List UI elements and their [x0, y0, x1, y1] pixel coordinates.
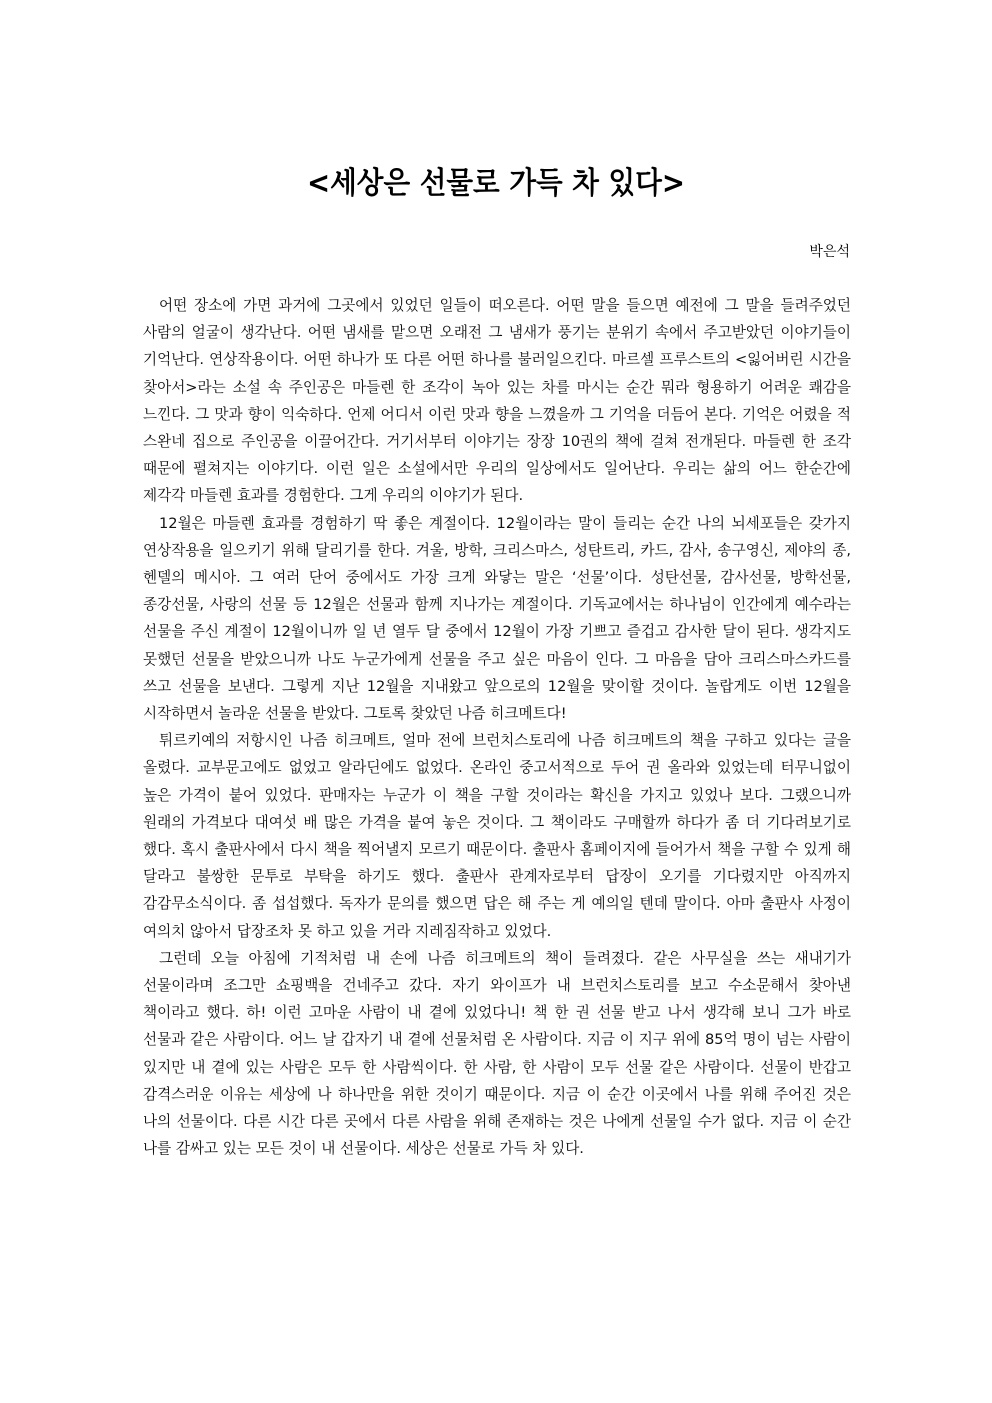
document-body	[143, 292, 851, 1163]
paragraph: 12월은 마들렌 효과를 경험하기 딱 좋은 계절이다. 12월이라는 말이 들리는 순간 나의 뇌세포들은 갖가지 연상작용을 일으키기 위해 달리기를 한다. 겨울, 방학, 크리스마스, 성탄트리, 카드, 감사, 송구영신, 제야의 종, 헨델의 메시아. 그 여러 단어 중에서도 가장 크게 와닿는 말은 ‘선물’이다. 성탄선물, 감사선물, 방학선물, 종강선물, 사랑의 선물 등 12월은 선물과 함께 지나가는 계절이다. 기독교에서는 하나님이 인간에게 예수라는 선물을 주신 계절이 12월이니까 일 년 열두 달 중에서 12월이 가장 기쁘고 즐겁고 감사한 달이 된다. 생각지도 못했던 선물을 받았으니까 나도 누군가에게 선물을 주고 싶은 마음이 인다. 그 마음을 담아 크리스마스카드를 쓰고 선물을 보낸다. 그렇게 지난 12월을 지내왔고 앞으로의 12월을 맞이할 것이다. 놀랍게도 이번 12월을 시작하면서 놀라운 선물을 받았다. 그토록 찾았던 나즘 히크메트다!	[143, 514, 851, 723]
document-title: <세상은 선물로 가득 차 있다>	[307, 166, 685, 201]
author-name: 박은석	[809, 244, 850, 260]
paragraph: 어떤 장소에 가면 과거에 그곳에서 있었던 일들이 떠오른다. 어떤 말을 들으면 예전에 그 말을 들려주었던 사람의 얼굴이 생각난다. 어떤 냄새를 맡으면 오래전 그 냄새가 풍기는 분위기 속에서 주고받았던 이야기들이 기억난다. 연상작용이다. 어떤 하나가 또 다른 어떤 하나를 불러일으킨다. 마르셀 프루스트의 <잃어버린 시간을 찾아서>라는 소설 속 주인공은 마들렌 한 조각이 녹아 있는 차를 마시는 순간 뭐라 형용하기 어려운 쾌감을 느낀다. 그 맛과 향이 익숙하다. 언제 어디서 이런 맛과 향을 느꼈을까 그 기억을 더듬어 본다. 기억은 어렸을 적 스완네 집으로 주인공을 이끌어간다. 거기서부터 이야기는 장장 10권의 책에 걸쳐 전개된다. 마들렌 한 조각 때문에 펼쳐지는 이야기다. 이런 일은 소설에서만 우리의 일상에서도 일어난다. 우리는 삶의 어느 한순간에 제각각 마들렌 효과를 경험한다. 그게 우리의 이야기가 된다.	[143, 297, 851, 505]
paragraph: 튀르키예의 저항시인 나즘 히크메트, 얼마 전에 브런치스토리에 나즘 히크메트의 책을 구하고 있다는 글을 올렸다. 교부문고에도 없었고 알라딘에도 없었다. 온라인 중고서적으로 두어 권 올라와 있었는데 터무니없이 높은 가격이 붙어 있었다. 판매자는 누군가 이 책을 구할 것이라는 확신을 가지고 있었나 보다. 그랬으니까 원래의 가격보다 대여섯 배 많은 가격을 붙여 놓은 것이다. 그 책이라도 구매할까 하다가 좀 더 기다려보기로 했다. 혹시 출판사에서 다시 책을 찍어낼지 모르기 때문이다. 출판사 홈페이지에 들어가서 책을 구할 수 있게 해 달라고 불쌍한 문투로 부탁을 하기도 했다. 출판사 관계자로부터 답장이 오기를 기다렸지만 아직까지 감감무소식이다. 좀 섭섭했다. 독자가 문의를 했으면 답은 해 주는 게 예의일 텐데 말이다. 아마 출판사 사정이 여의치 않아서 답장조차 못 하고 있을 거라 지레짐작하고 있었다.	[143, 732, 851, 940]
paragraph: 그런데 오늘 아침에 기적처럼 내 손에 나즘 히크메트의 책이 들려졌다. 같은 사무실을 쓰는 새내기가 선물이라며 조그만 쇼핑백을 건네주고 갔다. 자기 와이프가 내 브런치스토리를 보고 수소문해서 찾아낸 책이라고 했다. 하! 이런 고마운 사람이 내 곁에 있었다니! 책 한 권 선물 받고 나서 생각해 보니 그가 바로 선물과 같은 사람이다. 어느 날 갑자기 내 곁에 선물처럼 온 사람이다. 지금 이 지구 위에 85억 명이 넘는 사람이 있지만 내 곁에 있는 사람은 모두 한 사람씩이다. 한 사람, 한 사람이 모두 선물 같은 사람이다. 선물이 반갑고 감격스러운 이유는 세상에 나 하나만을 위한 것이기 때문이다. 지금 이 순간 이곳에서 나를 위해 주어진 것은 나의 선물이다. 다른 시간 다른 곳에서 다른 사람을 위해 존재하는 것은 나에게 선물일 수가 없다. 지금 이 순간 나를 감싸고 있는 모든 것이 내 선물이다. 세상은 선물로 가득 차 있다.	[143, 949, 851, 1158]
